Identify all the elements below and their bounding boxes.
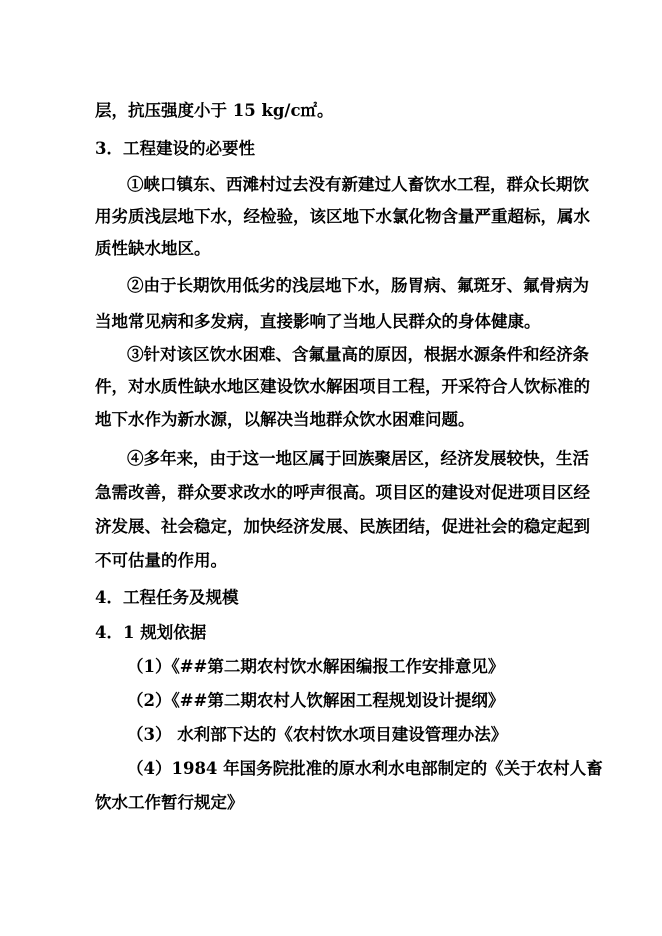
text-line: ①峡口镇东、西滩村过去没有新建过人畜饮水工程，群众长期饮: [127, 175, 589, 194]
text-line: 地下水作为新水源，以解决当地群众饮水困难问题。: [95, 410, 475, 429]
list-item: （4）1984 年国务院批准的原水利水电部制定的《关于农村人畜: [127, 759, 603, 778]
text-line: 急需改善，群众要求改水的呼声很高。项目区的建设对促进项目区经: [95, 483, 590, 502]
text-line: 层，抗压强度小于 15 kg/c㎡。: [95, 101, 334, 120]
list-item: （3） 水利部下达的《农村饮水项目建设管理办法》: [127, 725, 508, 744]
section-heading: 3．工程建设的必要性: [95, 139, 255, 158]
list-item: （2）《##第二期农村人饮解困工程规划设计提纲》: [127, 691, 505, 710]
text-line: ④多年来，由于这一地区属于回族聚居区，经济发展较快，生活: [127, 449, 589, 468]
text-line: 济发展、社会稳定，加快经济发展、民族团结，促进社会的稳定起到: [95, 517, 590, 536]
text-line: ③针对该区饮水困难、含氟量高的原因，根据水源条件和经济条: [127, 345, 589, 364]
text-line: 件，对水质性缺水地区建设饮水解困项目工程，开采符合人饮标准的: [95, 377, 590, 396]
text-line: 质性缺水地区。: [95, 239, 211, 258]
list-item: （1）《##第二期农村饮水解困编报工作安排意见》: [127, 657, 505, 676]
list-item-continuation: 饮水工作暂行规定》: [95, 793, 244, 812]
subsection-heading: 4．1 规划依据: [95, 623, 207, 642]
text-line: 不可估量的作用。: [95, 551, 227, 570]
text-line: 用劣质浅层地下水，经检验，该区地下水氯化物含量严重超标，属水: [95, 207, 590, 226]
text-line: 当地常见病和多发病，直接影响了当地人民群众的身体健康。: [95, 312, 541, 331]
section-heading: 4．工程任务及规模: [95, 588, 239, 607]
text-line: ②由于长期饮用低劣的浅层地下水，肠胃病、氟斑牙、氟骨病为: [127, 276, 589, 295]
